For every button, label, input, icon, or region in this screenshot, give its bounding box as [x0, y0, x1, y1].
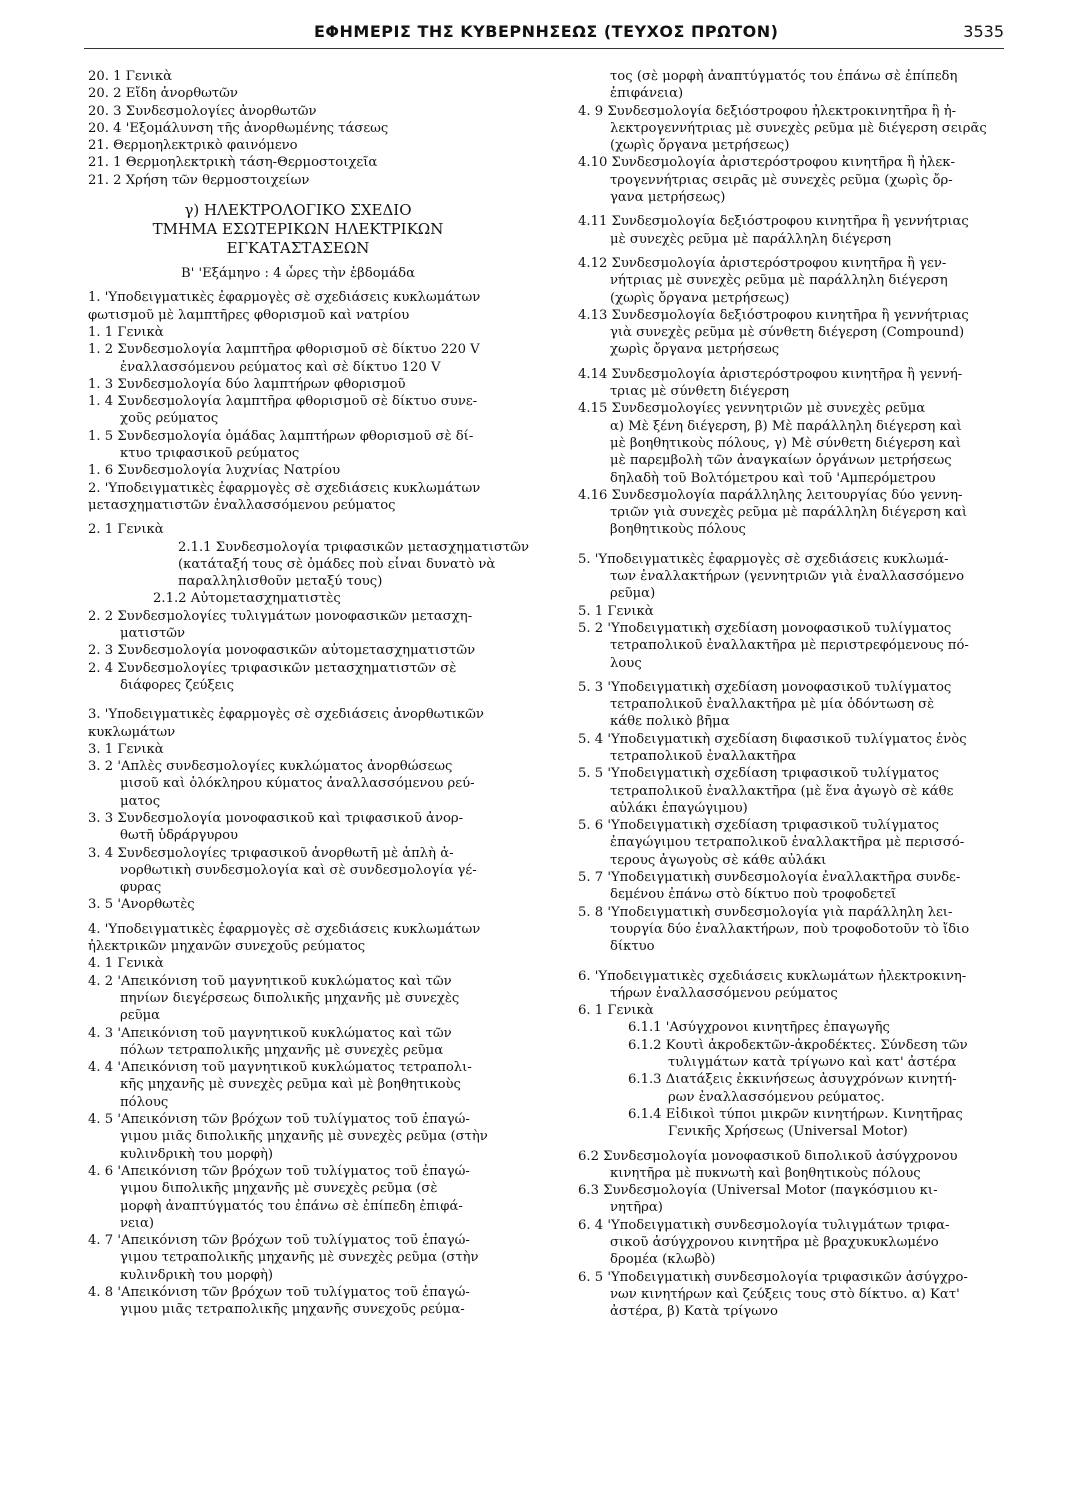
- list-item: τετραπολικοῦ ἐναλλακτῆρα μὲ μία ὀδόντωση σὲ: [610, 697, 935, 713]
- list-item: κάθε πολικὸ βῆμα: [610, 714, 730, 730]
- list-item: τος (σὲ μορφὴ ἀναπτύγματός του ἐπάνω σὲ ἐπίπεδη: [610, 69, 958, 84]
- list-item: 4.12 Συνδεσμολογία ἀριστερόστροφου κινητῆρα ἢ γεν-: [578, 255, 947, 271]
- list-item: τετραπολικοῦ ἐναλλακτῆρα μὲ περιστρεφόμενους πό-: [610, 638, 969, 654]
- list-item: 2.1.2 Αὐτομετασχηματιστὲς: [153, 591, 341, 607]
- list-item: νητῆρα): [610, 1200, 663, 1216]
- list-item: 4.10 Συνδεσμολογία ἀριστερόστροφου κινητῆρα ἢ ἠλεκ-: [578, 155, 955, 171]
- list-item: 21. Θερμοηλεκτρικὸ φαινόμενο: [88, 138, 298, 154]
- list-item: δίκτυο: [610, 939, 655, 955]
- list-item: 1. 'Υποδειγματικὲς ἐφαρμογὲς σὲ σχεδιάσεις κυκλωμάτων: [88, 290, 481, 306]
- list-item: ἠλεκτρικῶν μηχανῶν συνεχοῦς ρεύματος: [88, 939, 366, 955]
- list-item: 4.14 Συνδεσμολογία ἀριστερόστροφου κινητῆρα ἢ γεννή-: [578, 366, 963, 382]
- list-item: ἐναλλασσόμενου ρεύματος καὶ σὲ δίκτυο 120 V: [120, 359, 441, 375]
- list-item: των ἐναλλακτήρων (γεννητριῶν γιὰ ἐναλλασσόμενο: [610, 569, 965, 585]
- list-item: μετασχηματιστῶν ἐναλλασσόμενου ρεύματος: [88, 497, 396, 513]
- list-item: μὲ συνεχὲς ρεῦμα μὲ παράλληλη διέγερση: [610, 231, 892, 247]
- list-item: δηλαδὴ τοῦ Βολτόμετρου καὶ τοῦ 'Αμπερόμετρου: [610, 470, 936, 486]
- list-item: γανα μετρήσεως): [610, 190, 726, 206]
- list-item: 4. 3 'Απεικόνιση τοῦ μαγνητικοῦ κυκλώματος καὶ τῶν: [88, 1025, 452, 1041]
- list-item: τριῶν γιὰ συνεχὲς ρεῦμα μὲ παράλληλη διέγερση καὶ: [610, 505, 968, 521]
- section-heading: [88, 201, 548, 258]
- list-item: μὲ βοηθητικοὺς πόλους, γ) Μὲ σύνθετη διέγερση καὶ: [610, 435, 962, 451]
- heading-line: γ) ΗΛΕΚΤΡΟΛΟΓΙΚΟ ΣΧΕΔΙΟ: [184, 201, 412, 220]
- list-item: δρομέα (κλωβὸ): [610, 1252, 716, 1268]
- list-item: 5. 7 'Υποδειγματικὴ συνδεσμολογία ἐναλλακτῆρα συνδε-: [578, 870, 961, 886]
- list-item: 1. 5 Συνδεσμολογία ὁμάδας λαμπτήρων φθορισμοῦ σὲ δί-: [88, 428, 474, 444]
- list-item: νεια): [120, 1215, 155, 1231]
- list-item: 2.1.1 Συνδεσμολογία τριφασικῶν μετασχηματιστῶν: [178, 539, 530, 555]
- list-item: 4. 1 Γενικὰ: [88, 956, 164, 972]
- list-item: 6.1.2 Κουτὶ ἀκροδεκτῶν-ἀκροδέκτες. Σύνδεση τῶν: [628, 1037, 968, 1053]
- list-item: 2. 1 Γενικὰ: [88, 522, 164, 538]
- list-item: δεμένου ἐπάνω στὸ δίκτυο ποὺ τροφοδετεῖ: [610, 887, 897, 903]
- list-item: 5. 8 'Υποδειγματικὴ συνδεσμολογία γιὰ παράλληλη λει-: [578, 904, 953, 920]
- list-item: κῆς μηχανῆς μὲ συνεχὲς ρεῦμα καὶ μὲ βοηθητικοὺς: [120, 1077, 461, 1093]
- list-item: 4. 2 'Απεικόνιση τοῦ μαγνητικοῦ κυκλώματος καὶ τῶν: [88, 973, 452, 989]
- heading-line: ΤΜΗΜΑ ΕΣΩΤΕΡΙΚΩΝ ΗΛΕΚΤΡΙΚΩΝ: [152, 220, 444, 239]
- list-item: 4.11 Συνδεσμολογία δεξιόστροφου κινητῆρα ἢ γεννήτριας: [578, 214, 969, 230]
- list-item: ρεῦμα: [120, 1008, 161, 1024]
- list-item: 4. 'Υποδειγματικὲς ἐφαρμογὲς σὲ σχεδιάσεις κυκλωμάτων: [88, 921, 481, 937]
- list-item: 5. 5 'Υποδειγματικὴ σχεδίαση τριφασικοῦ τυλίγματος: [578, 766, 940, 782]
- list-item: 4. 7 'Απεικόνιση τῶν βρόχων τοῦ τυλίγματος τοῦ ἐπαγώ-: [88, 1233, 470, 1249]
- list-item: νων κινητήρων καὶ ζεύξεις τους στὸ δίκτυο. α) Κατ': [610, 1286, 960, 1302]
- list-item: 6.1.1 'Ασύγχρονοι κινητῆρες ἐπαγωγῆς: [628, 1020, 890, 1036]
- list-item: λους: [610, 655, 642, 671]
- list-item: 5. 1 Γενικὰ: [578, 603, 654, 619]
- list-item: αὐλάκι ἐπαγώγιμου): [610, 800, 748, 816]
- list-item: 4. 4 'Απεικόνιση τοῦ μαγνητικοῦ κυκλώματος τετραπολι-: [88, 1060, 472, 1076]
- list-item: (χωρὶς ὄργανα μετρήσεως): [610, 290, 790, 306]
- list-item: (χωρὶς ὄργανα μετρήσεως): [610, 138, 790, 154]
- list-item: 4. 9 Συνδεσμολογία δεξιόστροφου ἠλεκτροκινητῆρα ἢ ἠ-: [578, 103, 957, 119]
- list-item: 21. 2 Χρήση τῶν θερμοστοιχείων: [88, 172, 310, 188]
- list-item: κυκλωμάτων: [88, 724, 176, 740]
- list-item: χωρὶς ὄργανα μετρήσεως: [610, 342, 780, 358]
- list-item: ρων ἐναλλασσόμενου ρεύματος.: [668, 1089, 885, 1105]
- list-item: πόλους: [120, 1094, 169, 1110]
- list-item: πόλων τετραπολικῆς μηχανῆς μὲ συνεχὲς ρεῦμα: [120, 1042, 444, 1058]
- list-item: νορθωτικὴ συνδεσμολογία καὶ σὲ συνδεσμολογία γέ-: [120, 862, 477, 878]
- list-item: 6. 'Υποδειγματικὲς σχεδιάσεις κυκλωμάτων ἠλεκτροκινη-: [578, 968, 967, 984]
- list-item: γιμου μιᾶς τετραπολικῆς μηχανῆς συνεχοῦς ρεύμα-: [120, 1302, 465, 1318]
- page-header: [84, 22, 1004, 48]
- list-item: νήτριας μὲ συνεχὲς ρεῦμα μὲ παράλληλη διέγερση: [610, 273, 948, 289]
- list-item: 4. 6 'Απεικόνιση τῶν βρόχων τοῦ τυλίγματος τοῦ ἐπαγώ-: [88, 1163, 470, 1179]
- list-item: 2. 'Υποδειγματικὲς ἐφαρμογὲς σὲ σχεδιάσεις κυκλωμάτων: [88, 480, 481, 496]
- list-item: μισοῦ καὶ ὁλόκληρου κύματος ἀναλλασσόμενου ρεύ-: [120, 776, 475, 792]
- left-column: [88, 68, 548, 1319]
- list-item: 1. 2 Συνδεσμολογία λαμπτῆρα φθορισμοῦ σὲ δίκτυο 220 V: [88, 342, 480, 358]
- list-item: 3. 4 Συνδεσμολογίες τριφασικοῦ ἀνορθωτῆ μὲ ἁπλὴ ἀ-: [88, 845, 454, 861]
- list-item: α) Μὲ ξένη διέγερση, β) Μὲ παράλληλη διέγερση καὶ: [610, 418, 962, 434]
- list-item: 6. 1 Γενικὰ: [578, 1003, 654, 1019]
- list-item: κινητῆρα μὲ πυκνωτὴ καὶ βοηθητικοὺς πόλους: [610, 1165, 921, 1181]
- list-item: σικοῦ ἀσύγχρονου κινητῆρα μὲ βραχυκυκλωμένο: [610, 1235, 939, 1250]
- list-item: τριας μὲ σύνθετη διέγερση: [610, 384, 790, 400]
- gazette-title: ΕΦΗΜΕΡΙΣ ΤΗΣ ΚΥΒΕΡΝΗΣΕΩΣ (ΤΕΥΧΟΣ ΠΡΩΤΟΝ): [314, 22, 779, 41]
- list-item: 4.16 Συνδεσμολογία παράλληλης λειτουργίας δύο γεννη-: [578, 487, 963, 503]
- page-number: 3535: [963, 22, 1004, 41]
- list-item: χοῦς ρεύματος: [120, 411, 219, 427]
- list-item: τυλιγμάτων κατὰ τρίγωνο καὶ κατ' ἀστέρα: [668, 1055, 957, 1071]
- list-item: 21. 1 Θερμοηλεκτρικὴ τάση-Θερμοστοιχεῖα: [88, 155, 378, 171]
- list-item: τήρων ἐναλλασσόμενου ρεύματος: [610, 985, 838, 1001]
- list-item: 5. 2 'Υποδειγματικὴ σχεδίαση μονοφασικοῦ τυλίγματος: [578, 620, 952, 636]
- list-item: 4.13 Συνδεσμολογία δεξιόστροφου κινητῆρα ἢ γεννήτριας: [578, 307, 969, 323]
- list-item: κτυο τριφασικοῦ ρεύματος: [120, 446, 300, 462]
- right-column: [578, 68, 1018, 1320]
- list-item: 20. 2 Εἴδη ἀνορθωτῶν: [88, 86, 238, 102]
- list-item: τουργία δύο ἐναλλακτήρων, ποὺ τροφοδοτοῦν τὸ ἴδιο: [610, 921, 970, 937]
- list-item: βοηθητικοὺς πόλους: [610, 522, 746, 538]
- list-item: διάφορες ζεύξεις: [120, 677, 234, 693]
- list-item: κυλινδρικὴ του μορφὴ): [120, 1146, 273, 1162]
- list-item: 3. 2 'Απλὲς συνδεσμολογίες κυκλώματος ἀνορθώσεως: [88, 759, 453, 775]
- list-item: 3. 1 Γενικὰ: [88, 741, 164, 757]
- list-item: παραλληλισθοῦν μεταξύ τους): [178, 574, 383, 590]
- list-item: 6.3 Συνδεσμολογία (Universal Motor (παγκόσμιου κι-: [578, 1183, 938, 1199]
- list-item: 3. 3 Συνδεσμολογία μονοφασικοῦ καὶ τριφασικοῦ ἀνορ-: [88, 810, 464, 826]
- list-item: μὲ παρεμβολὴ τῶν ἀναγκαίων ὀργάνων μετρήσεως: [610, 453, 952, 469]
- list-item: 6. 5 'Υποδειγματικὴ συνδεσμολογία τριφασικῶν ἀσύγχρο-: [578, 1269, 968, 1285]
- list-item: ματος: [120, 793, 161, 809]
- heading-line: ΕΓΚΑΤΑΣΤΑΣΕΩΝ: [226, 239, 370, 258]
- list-item: 2. 4 Συνδεσμολογίες τριφασικῶν μετασχηματιστῶν σὲ: [88, 660, 457, 676]
- list-item: φυρας: [120, 880, 162, 896]
- list-item: 2. 2 Συνδεσμολογίες τυλιγμάτων μονοφασικῶν μετασχη-: [88, 608, 473, 624]
- list-item: 1. 3 Συνδεσμολογία δύο λαμπτήρων φθορισμοῦ: [88, 376, 406, 392]
- list-item: 3. 'Υποδειγματικὲς ἐφαρμογὲς σὲ σχεδιάσεις ἀνορθωτικῶν: [88, 707, 484, 723]
- list-item: 4. 8 'Απεικόνιση τῶν βρόχων τοῦ τυλίγματος τοῦ ἐπαγώ-: [88, 1285, 470, 1300]
- list-item: ἐπαγώγιμου τετραπολικοῦ ἐναλλακτῆρα μὲ περισσό-: [610, 835, 965, 851]
- list-item: 20. 1 Γενικὰ: [88, 69, 173, 84]
- list-item: τετραπολικοῦ ἐναλλακτῆρα: [610, 748, 797, 764]
- list-item: 5. 6 'Υποδειγματικὴ σχεδίαση τριφασικοῦ τυλίγματος: [578, 818, 940, 834]
- list-item: τρογεννήτριας σειρᾶς μὲ συνεχὲς ρεῦμα (χωρὶς ὄρ-: [610, 172, 953, 188]
- list-item: ἐπιφάνεια): [610, 86, 684, 102]
- list-item: 4. 5 'Απεικόνιση τῶν βρόχων τοῦ τυλίγματος τοῦ ἐπαγώ-: [88, 1112, 470, 1128]
- list-item: γιὰ συνεχὲς ρεῦμα μὲ σύνθετη διέγερση (Compound): [610, 325, 965, 341]
- header-rule: [84, 48, 1004, 49]
- list-item: 20. 4 'Εξομάλυνση τῆς ἀνορθωμένης τάσεως: [88, 120, 389, 136]
- list-item: τετραπολικοῦ ἐναλλακτῆρα (μὲ ἕνα ἀγωγὸ σὲ κάθε: [610, 783, 954, 799]
- list-item: ματιστῶν: [120, 626, 186, 642]
- list-item: 6.1.4 Εἰδικοὶ τύποι μικρῶν κινητήρων. Κινητῆρας: [628, 1106, 963, 1122]
- list-item: ρεῦμα): [610, 586, 656, 602]
- list-item: 1. 6 Συνδεσμολογία λυχνίας Νατρίου: [88, 463, 341, 479]
- list-item: 3. 5 'Ανορθωτὲς: [88, 897, 195, 913]
- list-item: 6. 4 'Υποδειγματικὴ συνδεσμολογία τυλιγμάτων τριφα-: [578, 1217, 950, 1233]
- list-item: κυλινδρικὴ του μορφὴ): [120, 1267, 273, 1283]
- list-item: γιμου τετραπολικῆς μηχανῆς μὲ συνεχὲς ρεῦμα (στὴν: [120, 1250, 479, 1266]
- list-item: γιμου μιᾶς διπολικῆς μηχανῆς μὲ συνεχὲς ρεῦμα (στὴν: [120, 1129, 488, 1145]
- list-item: 20. 3 Συνδεσμολογίες ἀνορθωτῶν: [88, 103, 317, 119]
- list-item: θωτῆ ὑδράργυρου: [120, 828, 239, 844]
- list-item: πηνίων διεγέρσεως διπολικῆς μηχανῆς μὲ συνεχὲς: [120, 990, 460, 1006]
- semester-line: Β' 'Εξάμηνο : 4 ὧρες τὴν ἑβδομάδα: [181, 266, 415, 282]
- list-item: 6.1.3 Διατάξεις ἐκκινήσεως ἀσυγχρόνων κινητή-: [628, 1072, 957, 1088]
- list-item: 1. 1 Γενικὰ: [88, 324, 164, 340]
- list-item: 5. 3 'Υποδειγματικὴ σχεδίαση μονοφασικοῦ τυλίγματος: [578, 679, 952, 695]
- list-item: 5. 4 'Υποδειγματικὴ σχεδίαση διφασικοῦ τυλίγματος ἑνὸς: [578, 731, 967, 747]
- list-item: (κατάταξή τους σὲ ὁμάδες ποὺ εἶναι δυνατὸ νὰ: [178, 556, 496, 572]
- list-item: Γενικῆς Χρήσεως (Universal Motor): [668, 1124, 908, 1140]
- list-item: 2. 3 Συνδεσμολογία μονοφασικῶν αὐτομετασχηματιστῶν: [88, 643, 476, 659]
- list-item: τερους ἀγωγοὺς σὲ κάθε αὐλάκι: [610, 852, 827, 868]
- list-item: ἀστέρα, β) Κατὰ τρίγωνο: [610, 1304, 778, 1320]
- list-item: λεκτρογεννήτριας μὲ συνεχὲς ρεῦμα μὲ διέγερση σειρᾶς: [610, 120, 987, 136]
- list-item: φωτισμοῦ μὲ λαμπτῆρες φθορισμοῦ καὶ νατρίου: [88, 307, 410, 323]
- list-item: μορφὴ ἀναπτύγματός του ἐπάνω σὲ ἐπίπεδη ἐπιφά-: [120, 1198, 463, 1214]
- list-item: 5. 'Υποδειγματικὲς ἐφαρμογὲς σὲ σχεδιάσεις κυκλωμά-: [578, 551, 949, 567]
- list-item: 6.2 Συνδεσμολογία μονοφασικοῦ διπολικοῦ ἀσύγχρονου: [578, 1148, 958, 1164]
- list-item: 4.15 Συνδεσμολογίες γεννητριῶν μὲ συνεχὲς ρεῦμα: [578, 401, 926, 417]
- list-item: 1. 4 Συνδεσμολογία λαμπτῆρα φθορισμοῦ σὲ δίκτυο συνε-: [88, 394, 478, 410]
- list-item: γιμου διπολικῆς μηχανῆς μὲ συνεχὲς ρεῦμα (σὲ: [120, 1181, 438, 1197]
